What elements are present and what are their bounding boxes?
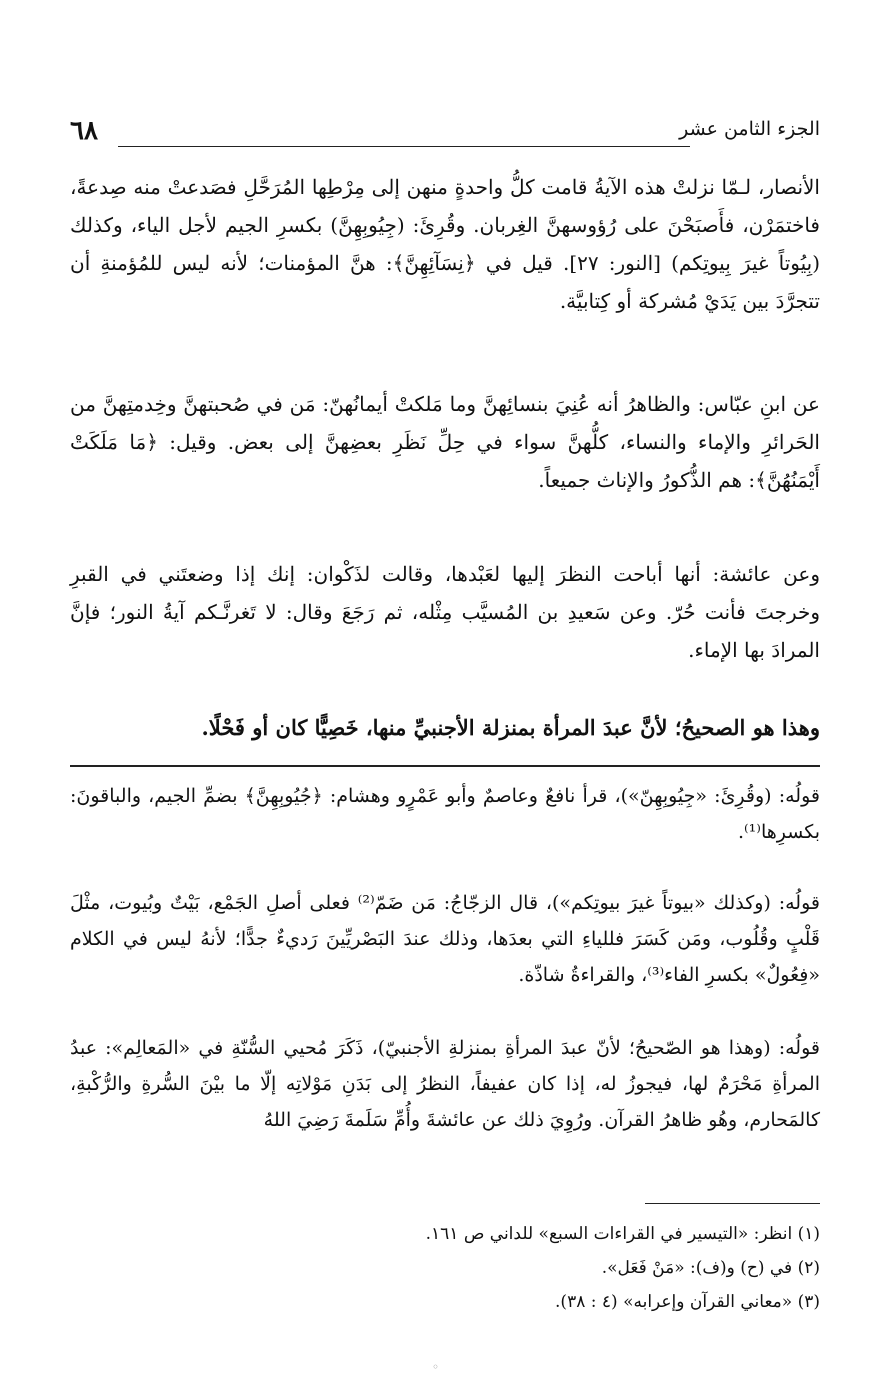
commentary-paragraph-2: قولُه: (وكذلك «بيوتاً غيرَ بيوتِكم»)، قال الزجّاجُ: مَن ضَمّ⁽²⁾ فعلى أصلِ الجَمْع، بَيْتٌ وبُيوت، مثْلَ قَلْبٍ وقُلُوب، ومَن كَسَرَ فللياءِ التي بعدَها، وذلك عندَ البَصْريِّينَ رَديءٌ جدًّا؛ لأنهُ ليس في الكلام «فِعُولٌ» بكسرِ الفاء⁽³⁾، والقراءةُ شاذّة. <box>70 892 820 986</box>
page-header <box>70 116 820 156</box>
commentary-paragraph-1: قولُه: (وقُرِئَ: «جِيُوبِهِنّ»)، قرأ نافعٌ وعاصمٌ وأبو عَمْرٍو وهشام: ﴿جُيُوبِهِنَّ﴾ بضمِّ الجيم، والباقونَ: بكسرِها⁽¹⁾. <box>70 785 820 843</box>
footnote-1: (١) انظر: «التيسير في القراءات السبع» للداني ص ١٦١. <box>425 1224 820 1244</box>
footnote-3: (٣) «معاني القرآن وإعرابه» (٤ : ٣٨). <box>555 1292 820 1312</box>
header-rule <box>118 146 690 147</box>
page-number: ٦٨ <box>70 116 98 146</box>
main-paragraph-3: وعن عائشة: أنها أباحت النظرَ إليها لعَبْدها، وقالت لذَكْوان: إنك إذا وضعتَني في القبرِ وخرجتَ فأنت حُرّ. وعن سَعيدِ بن المُسيَّب مِثْله، ثم رَجَعَ وقال: لا تَغرنَّـكم آيةُ النور؛ فإنَّ المرادَ بها الإماء. <box>70 562 820 662</box>
running-title: الجزء الثامن عشر <box>679 118 820 140</box>
footnotes <box>70 1217 820 1319</box>
commentary-paragraph-3: قولُه: (وهذا هو الصّحيحُ؛ لأنّ عبدَ المرأةِ بمنزلةِ الأجنبيّ)، ذَكَرَ مُحيي السُّنّةِ في «المَعالِم»: عبدُ المرأةِ مَحْرَمٌ لها، فيجوزُ له، إذا كان عفيفاً، النظرُ إلى بَدَنِ مَوْلاتِه إلّا ما بيْنَ السُّرةِ والرُّكْبةِ، كالمَحارم، وهُو ظاهرُ القرآن. ورُوِيَ ذلك عن عائشةَ وأُمِّ سَلَمةَ رَضِيَ اللهُ <box>70 1037 820 1131</box>
main-paragraph-1: الأنصار، لـمّا نزلتْ هذه الآيةُ قامت كلُّ واحدةٍ منهن إلى مِرْطِها المُرَحَّلِ فصَدعتْ منه صِدعةً، فاختمَرْن، فأَصبَحْنَ على رُؤوسهنَّ الغِربان. وقُرِئَ: (جِيُوبِهِنَّ) بكسرِ الجيم لأجل الياء، وكذلك (بِيُوتاً غيرَ بِيوتِكم) [النور: ٢٧]. قيل في ﴿نِسَآئِهِنَّ﴾: هنَّ المؤمنات؛ لأنه ليس للمُؤمنةِ أن تتجرَّدَ بين يَدَيْ مُشركة أو كِتابيَّة. <box>70 175 820 313</box>
verdict-line: وهذا هو الصحيحُ؛ لأنَّ عبدَ المرأة بمنزلة الأجنبيِّ منها، خَصِيًّا كان أو فَحْلًا. <box>201 715 820 740</box>
scan-mark: ◦ <box>432 1360 440 1374</box>
footnote-rule <box>645 1203 820 1204</box>
footnote-2: (٢) في (ح) و(ف): «مَنْ فَعَل». <box>601 1258 820 1278</box>
section-divider <box>70 765 820 767</box>
main-paragraph-2: عن ابنِ عبّاس: والظاهرُ أنه عُنِيَ بنسائِهنَّ وما مَلكتْ أيمانُهنّ: مَن في صُحبتهنَّ وخِدمتِهنَّ من الحَرائرِ والإماء والنساء، كلُّهنَّ سواء في حِلِّ نَظَرِ بعضِهنَّ إلى بعض. وقيل: ﴿مَا مَلَكَتْ أَيْمَنُهُنَّ﴾: هم الذُّكورُ والإناث جميعاً. <box>70 392 820 492</box>
